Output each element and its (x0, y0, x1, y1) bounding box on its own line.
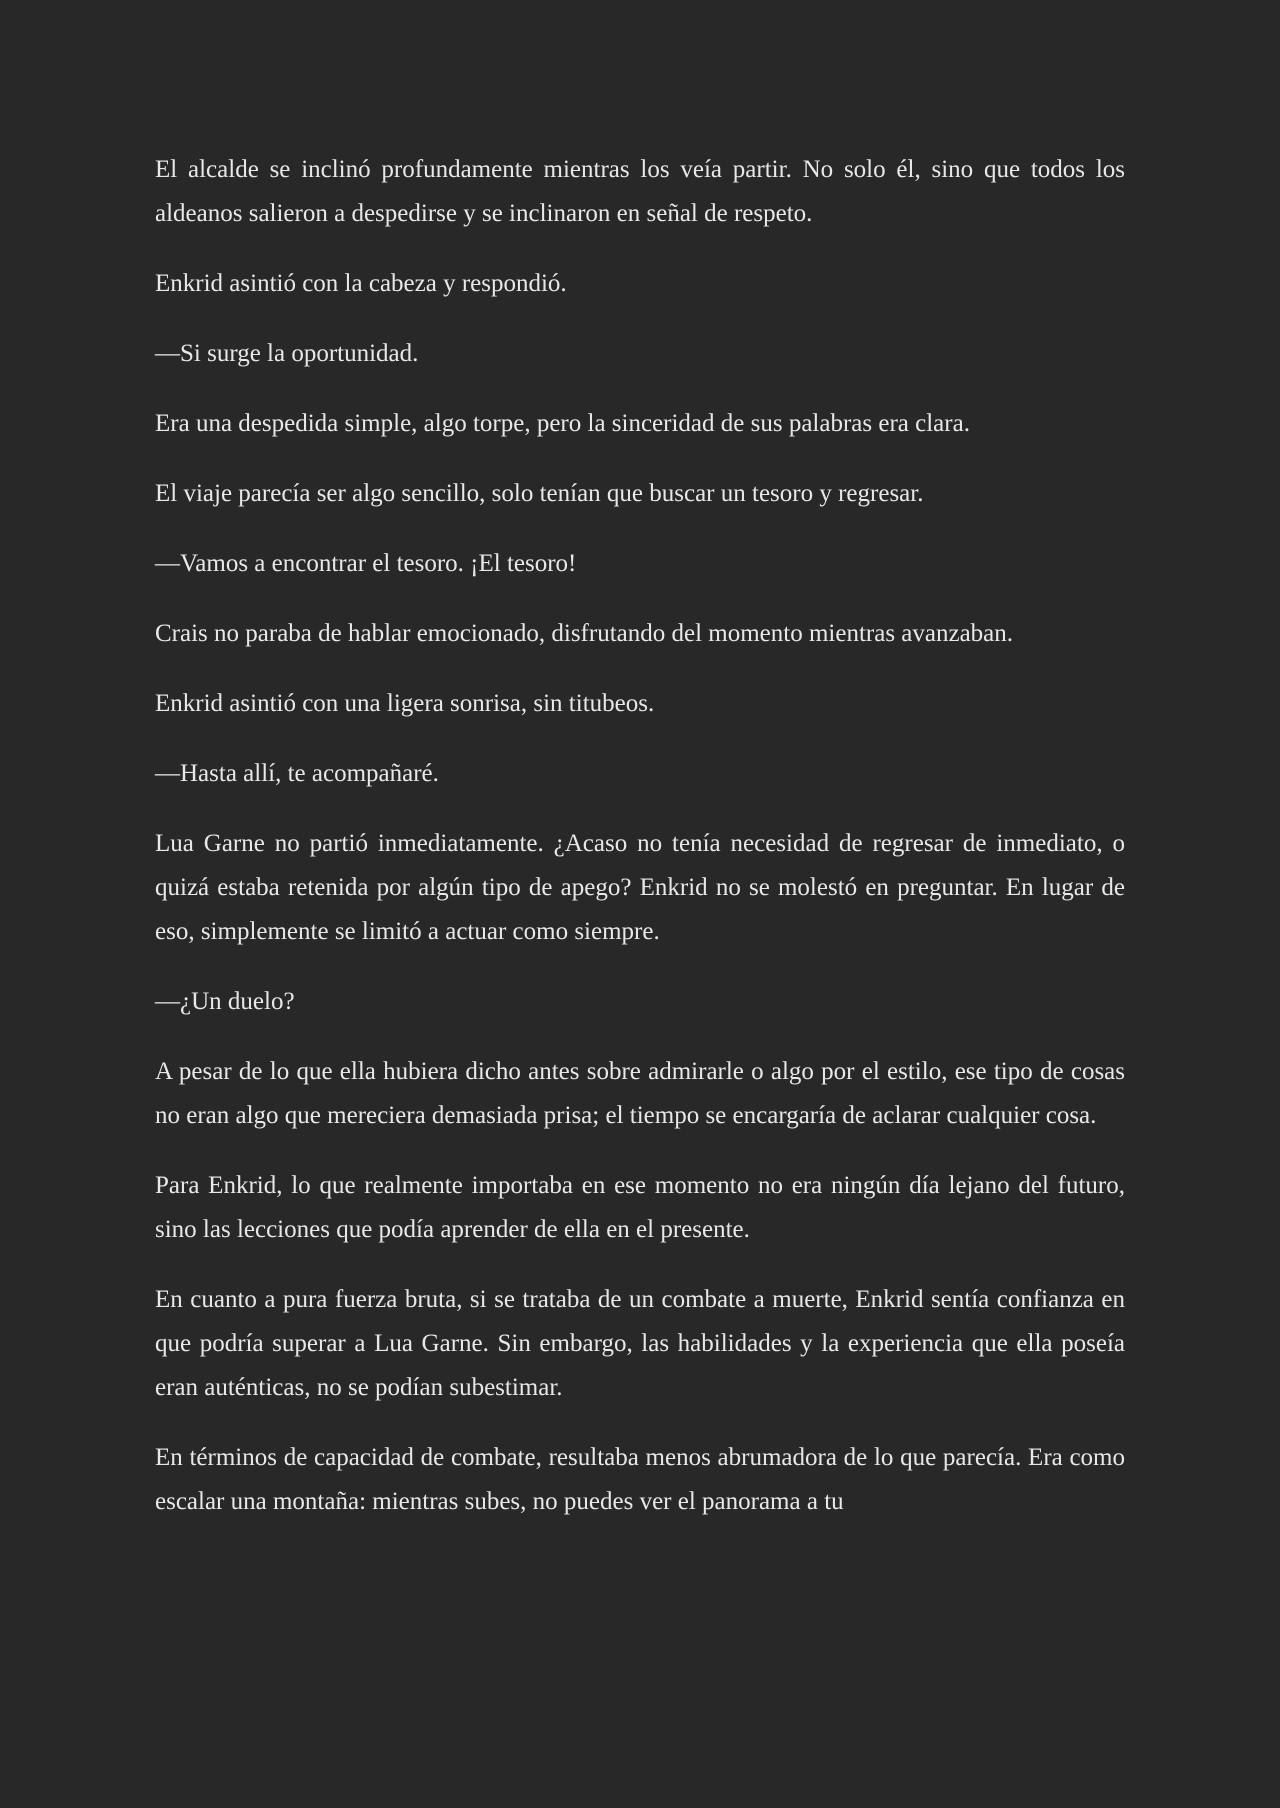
paragraph: En cuanto a pura fuerza bruta, si se trataba de un combate a muerte, Enkrid sentía confianza en que podría superar a Lua Garne. Sin embargo, las habilidades y la experiencia que ella poseía eran auténticas, no se podían subestimar. (155, 1286, 1125, 1401)
dialogue-line: —Hasta allí, te acompañaré. (155, 760, 439, 787)
reading-page (155, 148, 1125, 1550)
paragraph: Lua Garne no partió inmediatamente. ¿Acaso no tenía necesidad de regresar de inmediato, o quizá estaba retenida por algún tipo de apego? Enkrid no se molestó en preguntar. En lugar de eso, simplemente se limitó a actuar como siempre. (155, 830, 1125, 945)
paragraph: El alcalde se inclinó profundamente mientras los veía partir. No solo él, sino que todos los aldeanos salieron a despedirse y se inclinaron en señal de respeto. (155, 156, 1125, 227)
paragraph-continued: En términos de capacidad de combate, resultaba menos abrumadora de lo que parecía. Era como escalar una montaña: mientras subes, no puedes ver el panorama a tu (155, 1444, 1125, 1515)
dialogue-line: —¿Un duelo? (155, 988, 295, 1015)
paragraph: Enkrid asintió con la cabeza y respondió. (155, 270, 567, 297)
dialogue-line: —Vamos a encontrar el tesoro. ¡El tesoro! (155, 550, 577, 577)
paragraph: Crais no paraba de hablar emocionado, disfrutando del momento mientras avanzaban. (155, 620, 1014, 647)
paragraph: El viaje parecía ser algo sencillo, solo tenían que buscar un tesoro y regresar. (155, 480, 924, 507)
paragraph: Para Enkrid, lo que realmente importaba en ese momento no era ningún día lejano del futuro, sino las lecciones que podía aprender de ella en el presente. (155, 1172, 1125, 1243)
dialogue-line: —Si surge la oportunidad. (155, 340, 419, 367)
paragraph: A pesar de lo que ella hubiera dicho antes sobre admirarle o algo por el estilo, ese tipo de cosas no eran algo que mereciera demasiada prisa; el tiempo se encargaría de aclarar cualquier cosa. (155, 1058, 1125, 1129)
paragraph: Era una despedida simple, algo torpe, pero la sinceridad de sus palabras era clara. (155, 410, 970, 437)
paragraph: Enkrid asintió con una ligera sonrisa, sin titubeos. (155, 690, 655, 717)
